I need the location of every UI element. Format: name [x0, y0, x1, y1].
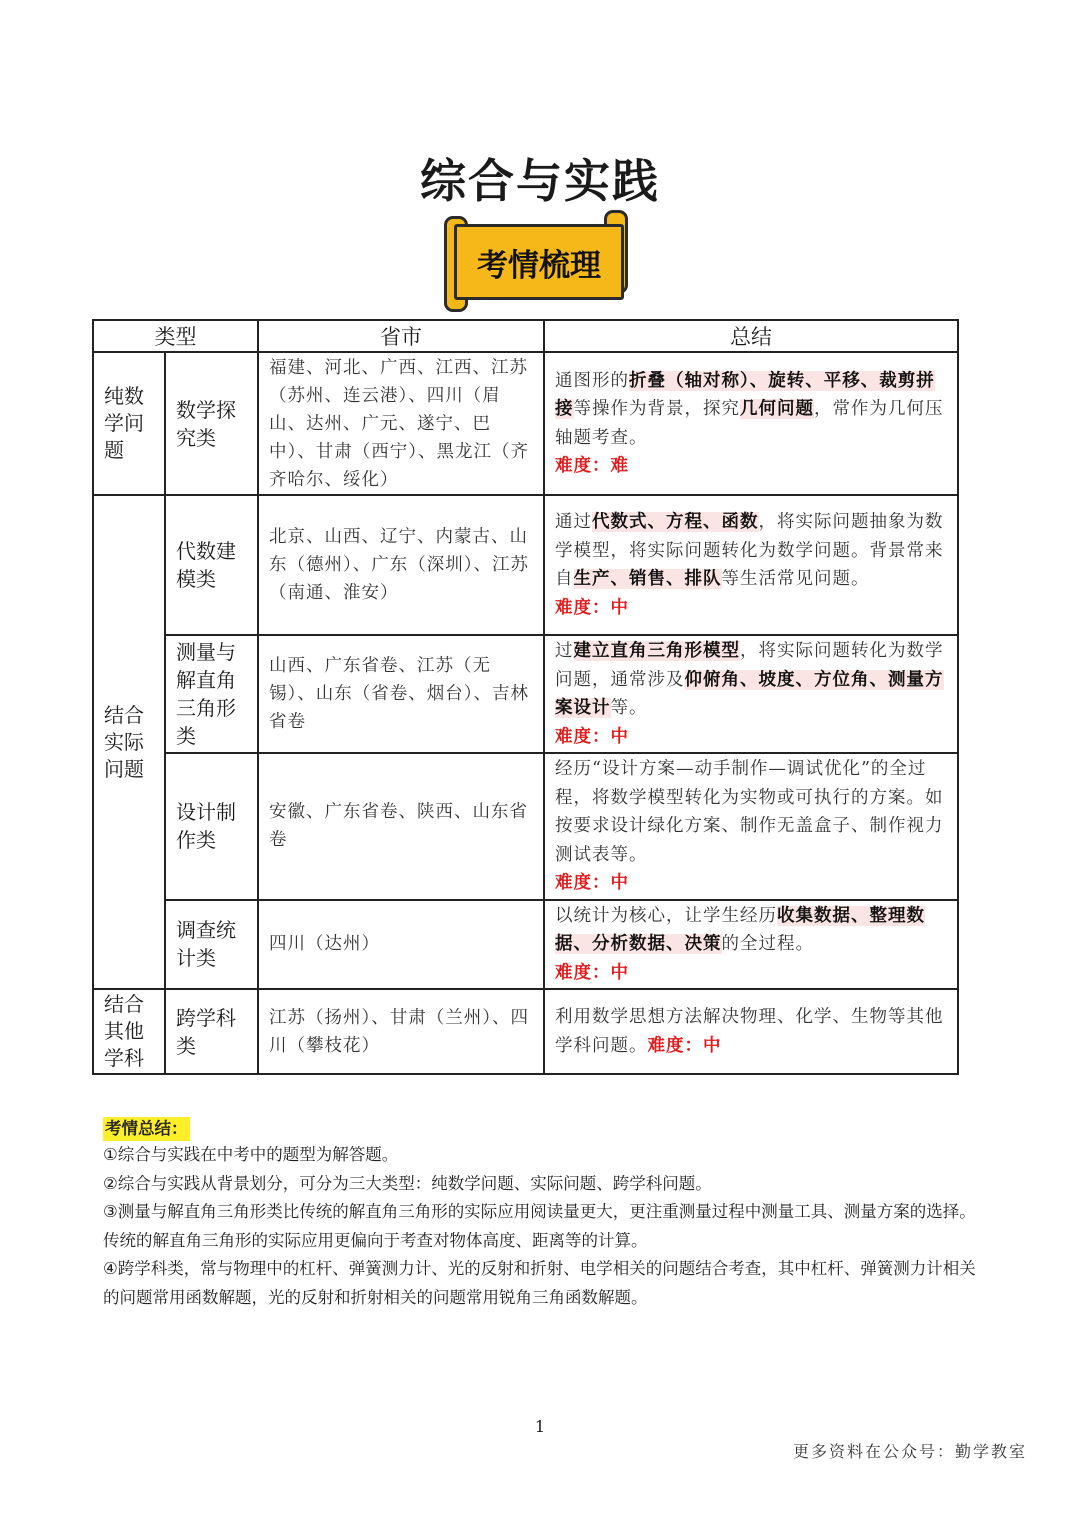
summary-text: ，将实际问题转化为数学问题，通常涉及 — [555, 641, 944, 690]
province-cell: 北京、山西、辽宁、内蒙古、山东（德州）、广东（深圳）、江苏（南通、淮安） — [258, 495, 544, 635]
page-title: 综合与实践 — [420, 154, 660, 208]
header-type: 类型 — [93, 320, 258, 352]
subtype-cell: 调查统计类 — [165, 900, 258, 990]
summary-cell — [544, 635, 958, 753]
note-item: ①综合与实践在中考中的题型为解答题。 — [103, 1145, 399, 1164]
difficulty-label: 难度：中 — [555, 597, 629, 618]
highlight-phrase: 生产、销售、排队 — [573, 569, 722, 589]
summary-cell — [544, 753, 958, 900]
summary-text: 等。 — [610, 698, 648, 718]
table-row — [93, 495, 958, 635]
note-item: ④跨学科类，常与物理中的杠杆、弹簧测力计、光的反射和折射、电学相关的问题结合考查，其中杠杆、弹簧测力计相关的问题常用函数解题，光的反射和折射相关的问题常用锐角三角函数解题。 — [103, 1259, 976, 1307]
summary-text: 以统计为核心，让学生经历 — [555, 905, 777, 926]
summary-text: ，常作为几何压轴题考查。 — [555, 399, 944, 448]
footer-source: 更多资料在公众号：勤学教室 — [792, 1442, 1027, 1461]
summary-text: 利用数学思想方法解决物理、化学、生物等其他学科问题。 — [555, 1007, 944, 1056]
table-row — [93, 753, 958, 900]
note-item: ③测量与解直角三角形类比传统的解直角三角形的实际应用阅读量更大，更注重测量过程中测量工具、测量方案的选择。传统的解直角三角形的实际应用更偏向于考查对物体高度、距离等的计算。 — [103, 1202, 976, 1250]
difficulty-label: 难度：中 — [555, 962, 629, 983]
summary-text: 过 — [555, 641, 574, 661]
table-row — [93, 352, 958, 495]
highlight-phrase: 几何问题 — [740, 399, 814, 419]
note-item: ②综合与实践从背景划分，可分为三大类型：纯数学问题、实际问题、跨学科问题。 — [103, 1173, 712, 1193]
category-real-world: 结合实际问题 — [93, 495, 165, 989]
subtype-cell: 代数建模类 — [165, 495, 258, 635]
exam-summary-notes — [103, 1117, 983, 1312]
summary-text: 通图形的 — [555, 370, 629, 391]
notes-heading: 考情总结： — [103, 1117, 190, 1141]
province-cell: 四川（达州） — [258, 900, 544, 990]
category-cross-subject: 结合其他学科 — [93, 989, 165, 1074]
summary-cell — [544, 989, 958, 1074]
header-summary: 总结 — [544, 320, 958, 352]
province-cell: 江苏（扬州）、甘肃（兰州）、四川（攀枝花） — [258, 989, 544, 1074]
province-cell: 福建、河北、广西、江西、江苏（苏州、连云港）、四川（眉山、达州、广元、遂宁、巴中）、甘肃（西宁）、黑龙江（齐齐哈尔、绥化） — [258, 352, 544, 495]
table-row — [93, 989, 958, 1074]
summary-cell — [544, 900, 958, 990]
subtype-cell: 设计制作类 — [165, 753, 258, 900]
highlight-phrase: 建立直角三角形模型 — [573, 641, 740, 661]
difficulty-label: 难度：中 — [555, 873, 629, 893]
subtype-cell: 跨学科类 — [165, 989, 258, 1074]
province-cell: 安徽、广东省卷、陕西、山东省卷 — [258, 753, 544, 900]
difficulty-label: 难度：中 — [647, 1035, 722, 1056]
summary-text: 等操作为背景，探究 — [573, 399, 740, 419]
summary-cell — [544, 495, 958, 635]
scroll-banner — [442, 208, 630, 308]
subtype-cell: 数学探究类 — [165, 352, 258, 495]
province-cell: 山西、广东省卷、江苏（无锡）、山东（省卷、烟台）、吉林省卷 — [258, 635, 544, 753]
header-province: 省市 — [258, 320, 544, 352]
category-pure-math: 纯数学问题 — [93, 352, 165, 495]
summary-text: 通过 — [555, 512, 592, 532]
difficulty-label: 难度：中 — [555, 726, 629, 747]
banner-label: 考情梳理 — [454, 224, 624, 300]
summary-text: 等生活常见问题。 — [721, 569, 870, 589]
page-number: 1 — [534, 1417, 546, 1436]
highlight-phrase: 仰俯角、坡度、方位角、测量方案设计 — [555, 669, 944, 718]
summary-text: ，将实际问题抽象为数学模型，将实际问题转化为数学问题。背景常来自 — [555, 512, 944, 589]
summary-text: 的全过程。 — [721, 934, 814, 954]
summary-text: 经历“设计方案—动手制作—调试优化”的全过程，将数学模型转化为实物或可执行的方案。如按要求设计绿化方案、制作无盖盒子、制作视力测试表等。 — [555, 759, 944, 865]
table-row — [93, 635, 958, 753]
highlight-phrase: 折叠（轴对称）、旋转、平移、裁剪拼接 — [555, 370, 935, 419]
table-row — [93, 900, 958, 990]
subtype-cell: 测量与解直角三角形类 — [165, 635, 258, 753]
highlight-phrase: 代数式、方程、函数 — [592, 512, 759, 532]
highlight-phrase: 收集数据、整理数据、分析数据、决策 — [555, 905, 925, 954]
exam-analysis-table — [92, 319, 959, 1075]
table-header-row — [93, 320, 958, 352]
difficulty-label: 难度：难 — [555, 456, 629, 476]
summary-cell — [544, 352, 958, 495]
